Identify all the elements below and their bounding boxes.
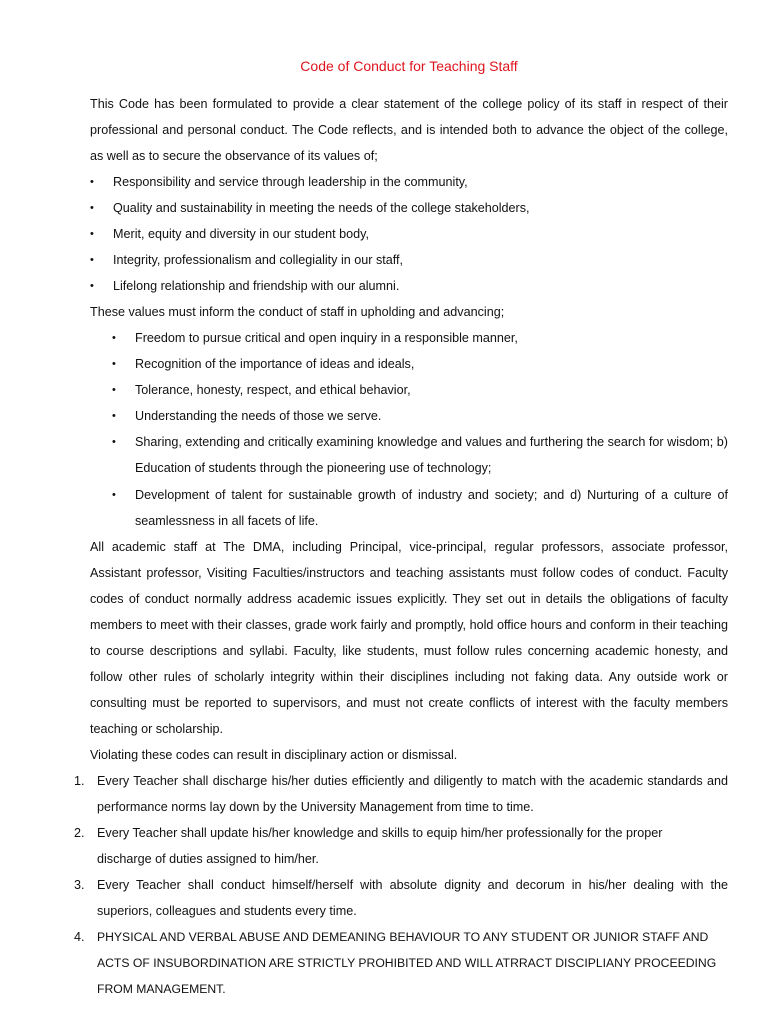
rule-text: Every Teacher shall discharge his/her duties efficiently and diligently to match with the academic standards and performance norms lay down by the University Management from time to time. [97, 774, 728, 814]
violation-note: Violating these codes can result in disciplinary action or dismissal. [90, 748, 458, 762]
rule-number: 2. [74, 826, 85, 840]
rule-number: 4. [74, 930, 85, 944]
list-item: Freedom to pursue critical and open inquiry in a responsible manner, [135, 331, 518, 345]
bullet-icon: • [112, 436, 116, 448]
list-item: Responsibility and service through leadership in the community, [113, 175, 468, 189]
bullet-icon: • [112, 384, 116, 396]
list-item: Merit, equity and diversity in our student body, [113, 227, 369, 241]
list-item: Quality and sustainability in meeting the needs of the college stakeholders, [113, 201, 530, 215]
list-item: Development of talent for sustainable growth of industry and society; and d) Nurturing of a culture of seamlessness in all facets of life. [135, 488, 728, 528]
list-item: Recognition of the importance of ideas and ideals, [135, 357, 415, 371]
bullet-icon: • [90, 280, 94, 292]
bullet-icon: • [90, 176, 94, 188]
rule-number: 1. [74, 774, 85, 788]
list-item: Tolerance, honesty, respect, and ethical behavior, [135, 383, 411, 397]
list-item: Understanding the needs of those we serve. [135, 409, 382, 423]
rule-text: Every Teacher shall update his/her knowledge and skills to equip him/her professionally for the proper discharge of duties assigned to him/her. [97, 826, 663, 866]
bullet-icon: • [112, 489, 116, 501]
document-title: Code of Conduct for Teaching Staff [300, 58, 518, 74]
rule-number: 3. [74, 878, 85, 892]
bullet-icon: • [112, 358, 116, 370]
bullet-icon: • [112, 332, 116, 344]
bullet-icon: • [90, 254, 94, 266]
academic-staff-paragraph: All academic staff at The DMA, including Principal, vice-principal, regular professors, associate professor, Assistant professor, Visiting Faculties/instructors and teaching assistants must follow codes of conduct. Faculty codes of conduct normally address academic issues explicitly. They set out in details the obligations of faculty members to meet with their classes, grade work fairly and promptly, hold office hours and conform in their teaching to course descriptions and syllabi. Faculty, like students, must follow rules concerning academic honesty, and follow other rules of scholarly integrity within their disciplines including not faking data. Any outside work or consulting must be reported to supervisors, and must not create conflicts of interest with the faculty members teaching or scholarship. [90, 540, 728, 736]
list-item: Lifelong relationship and friendship with our alumni. [113, 279, 400, 293]
values-intro: These values must inform the conduct of staff in upholding and advancing; [90, 305, 505, 319]
bullet-icon: • [112, 410, 116, 422]
list-item: Integrity, professionalism and collegiality in our staff, [113, 253, 404, 267]
rule-text: PHYSICAL AND VERBAL ABUSE AND DEMEANING BEHAVIOUR TO ANY STUDENT OR JUNIOR STAFF AND ACTS OF INSUBORDINATION ARE STRICTLY PROHIBITED AND WILL ATRRACT DISCIPLIANY PROCEEDING FROM MANAGEMENT. [97, 930, 717, 996]
list-item: Sharing, extending and critically examining knowledge and values and furthering the search for wisdom; b) Education of students through the pioneering use of technology; [135, 435, 728, 475]
intro-paragraph: This Code has been formulated to provide a clear statement of the college policy of its staff in respect of their professional and personal conduct. The Code reflects, and is intended both to advance the object of the college, as well as to secure the observance of its values of; [90, 97, 728, 163]
bullet-icon: • [90, 228, 94, 240]
bullet-icon: • [90, 202, 94, 214]
rule-text: Every Teacher shall conduct himself/herself with absolute dignity and decorum in his/her dealing with the superiors, colleagues and students every time. [97, 878, 728, 918]
